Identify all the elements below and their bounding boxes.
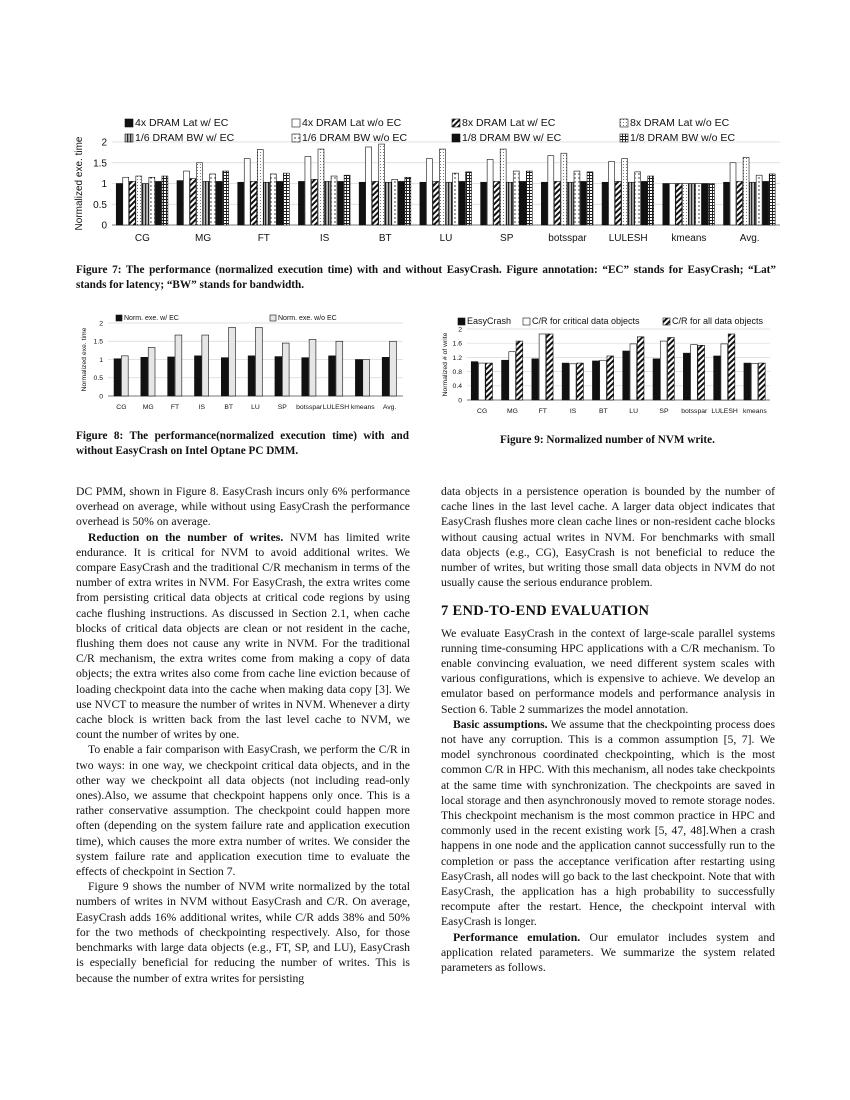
bar	[363, 360, 370, 397]
x-tick-label: SP	[659, 407, 669, 415]
legend-label: 8x DRAM Lat w/ EC	[462, 117, 556, 129]
paragraph-text: Figure 9 shows the number of NVM write normalized by the total numbers of writes in NVM without EasyCrash and C/R. On average, EasyCrash adds 16% additional writes, while C/R adds 38% and 50% for the two methods of checkpointing respectively. Also, for those benchmarks with large data objects (e.g., FT, SP, and LU), EasyCrash is especially beneficial for reducing the number of writes. This is because the number of extra writes for persisting	[76, 880, 410, 985]
bar	[609, 162, 615, 225]
bar	[344, 175, 350, 225]
x-tick-label: SP	[277, 403, 287, 411]
legend-label: Norm. exe. w/ EC	[124, 315, 179, 322]
bar	[298, 181, 304, 225]
bar	[513, 171, 519, 225]
bar	[607, 356, 614, 400]
bar	[190, 179, 196, 225]
bar	[446, 182, 452, 225]
figure-9-caption: Figure 9: Normalized number of NVM write.	[500, 434, 715, 446]
bar	[502, 360, 509, 400]
bar	[142, 184, 148, 226]
bar	[453, 173, 459, 225]
bar	[623, 351, 630, 400]
x-tick-label: LU	[629, 407, 639, 415]
bar	[277, 181, 283, 225]
y-tick-label: 1.5	[93, 158, 107, 170]
y-tick-label: 1.2	[452, 354, 462, 362]
legend-swatch	[458, 318, 465, 325]
bar	[385, 182, 391, 225]
bar	[282, 343, 289, 396]
paragraph	[441, 484, 775, 590]
x-tick-label: LULESH	[711, 407, 738, 415]
bar	[546, 334, 553, 400]
bar	[177, 181, 183, 225]
paragraph	[441, 717, 775, 930]
bar	[372, 181, 378, 225]
bar	[509, 352, 516, 400]
paragraph-text: NVM has limited write endurance. It is critical for NVM to avoid additional writes. We compare EasyCrash and the traditional C/R mechanism in terms of the number of extra writes in NVM. For EasyCrash, the extra writes come from persisting critical data objects at critical code regions by using cache flushing instructions. As discussed in Section 2.1, when cache blocks of critical data objects are clean or not resident in the cache, flushing them does not cause any write in NVM. For the traditional C/R mechanism, the extra writes come from making a copy of data objects; the extra writes also come from cache line eviction because of loading checkpoint data into the cache when making data copy [3]. We use NVCT to measure the number of writes in NVM. Whenever a dirty cache block is written back from the last level cache to NVM, we count the number of writes by one.	[76, 530, 410, 742]
bar	[708, 184, 714, 226]
bar	[721, 344, 728, 400]
bar	[270, 174, 276, 225]
bar	[691, 345, 698, 400]
bar	[737, 181, 743, 225]
bar	[602, 182, 608, 225]
x-tick-label: MG	[142, 403, 154, 411]
y-axis-label: Normalized # of write	[442, 332, 449, 397]
legend-label: 1/8 DRAM BW w/ EC	[462, 132, 562, 144]
bar	[439, 149, 445, 225]
x-tick-label: LULESH	[322, 403, 350, 411]
bar	[520, 181, 526, 225]
bar	[216, 181, 222, 225]
y-tick-label: 1	[99, 356, 103, 364]
bar	[548, 156, 554, 225]
bar	[630, 344, 637, 400]
y-tick-label: 0	[101, 220, 107, 232]
y-tick-label: 1.5	[93, 338, 103, 346]
bar	[466, 172, 472, 225]
paragraph-text: DC PMM, shown in Figure 8. EasyCrash incurs only 6% performance overhead on average, while without using EasyCrash the performance overhead is 50% on average.	[76, 485, 410, 529]
bar	[562, 363, 569, 400]
bar	[149, 177, 155, 225]
y-tick-label: 0.5	[93, 375, 103, 383]
bar	[663, 184, 669, 226]
legend-label: 4x DRAM Lat w/o EC	[302, 117, 402, 129]
x-tick-label: kmeans	[350, 403, 375, 411]
legend-label: 1/6 DRAM BW w/o EC	[302, 132, 408, 144]
legend-swatch	[523, 318, 530, 325]
bar	[311, 179, 317, 225]
bar	[433, 181, 439, 225]
x-tick-label: botsspar	[548, 233, 587, 244]
bar	[676, 184, 682, 226]
bar	[669, 184, 675, 226]
legend-swatch	[452, 119, 460, 127]
bar	[500, 149, 506, 225]
bar	[541, 182, 547, 225]
paragraph-text: We assume that the checkpointing process does not have any corruption. This is a common assumption [5, 7]. We model synchronous coordinated checkpointing, which is the most common C/R in HPC. With this mechanism, all nodes take checkpoints at the same time with synchronization. The checkpoints are saved in local storage and then asynchronously moved to remote storage nodes. This checkpoint mechanism is the most common practice in HPC and commonly used in the recent existing work [5, 47, 48].When a crash happens in one node and the application cannot successfully run to the completion or pass the acceptance verification after restarting using EasyCrash, all nodes will go back to the last checkpoint. Note that with EasyCrash, the application has a high probability to successfully recompute after the restart. Hence, the checkpoint interval with EasyCrash is longer.	[441, 717, 775, 929]
x-tick-label: SP	[500, 233, 514, 244]
bar	[507, 182, 513, 225]
bar	[203, 181, 209, 225]
bar	[763, 181, 769, 225]
bar	[116, 184, 122, 226]
bar	[121, 356, 128, 396]
figure-8-caption: Figure 8: The performance(normalized execution time) with and without EasyCrash on Intel Optane PC DMM.	[76, 430, 409, 457]
bar	[648, 176, 654, 225]
bar	[756, 175, 762, 225]
y-tick-label: 0.5	[93, 199, 107, 211]
bar	[743, 157, 749, 225]
y-tick-label: 2	[101, 137, 107, 149]
figure-9-chart	[440, 312, 775, 417]
bar	[539, 334, 546, 400]
bar	[123, 177, 129, 225]
bar	[577, 363, 584, 400]
section-heading: 7 END-TO-END EVALUATION	[441, 603, 650, 620]
legend-swatch	[292, 134, 300, 142]
bar	[359, 182, 365, 225]
x-tick-label: Avg.	[739, 233, 760, 244]
x-tick-label: kmeans	[742, 407, 767, 415]
bar	[331, 176, 337, 225]
legend-label: Norm. exe. w/o EC	[278, 315, 337, 322]
paragraph	[76, 742, 410, 879]
y-tick-label: 0	[458, 397, 462, 405]
legend-swatch	[116, 315, 122, 321]
paragraph	[76, 484, 410, 530]
paragraph	[76, 530, 410, 743]
bar	[635, 172, 641, 225]
x-tick-label: CG	[134, 233, 150, 244]
bar	[148, 347, 155, 396]
bar	[325, 181, 331, 225]
bar	[683, 353, 690, 400]
bar	[689, 184, 695, 226]
bar	[682, 184, 688, 226]
bar	[532, 359, 539, 400]
x-tick-label: CG	[116, 403, 127, 411]
bar	[136, 176, 142, 225]
paragraph-lead: Reduction on the number of writes.	[88, 530, 284, 544]
x-tick-label: Avg.	[382, 403, 397, 411]
figure-7-chart	[70, 112, 782, 252]
bar	[769, 174, 775, 225]
bar	[587, 172, 593, 225]
bar	[392, 179, 398, 225]
x-tick-label: IS	[198, 403, 206, 411]
bar	[479, 363, 486, 400]
bar	[426, 159, 432, 225]
bar	[615, 181, 621, 225]
bar	[318, 149, 324, 225]
bar	[382, 357, 389, 396]
bar	[486, 363, 493, 400]
paragraph-text: We evaluate EasyCrash in the context of large-scale parallel systems running time-consuming HPC applications with a C/R mechanism. To enable convincing evaluation, we need different system scales with various configurations, which is expensive to achieve. We develop an emulator based on performance models and performance analysis in Section 6. Table 2 summarizes the model annotation.	[441, 626, 775, 716]
x-tick-label: botsspar	[296, 403, 323, 411]
y-axis-label: Normalized exe. time	[81, 327, 88, 392]
bar	[305, 157, 311, 225]
bar	[202, 335, 209, 396]
bar	[175, 335, 182, 396]
x-tick-label: FT	[170, 403, 180, 411]
bar	[714, 356, 721, 400]
bar	[114, 359, 121, 396]
bar	[516, 341, 523, 400]
bar	[622, 159, 628, 225]
bar	[487, 159, 493, 225]
bar	[283, 173, 289, 225]
bar	[653, 359, 660, 400]
bar	[210, 174, 216, 225]
bar	[338, 181, 344, 225]
legend-swatch	[125, 134, 133, 142]
bar	[698, 345, 705, 400]
legend-swatch	[125, 119, 133, 127]
legend-swatch	[663, 318, 670, 325]
bar	[197, 163, 203, 225]
bar	[592, 361, 599, 400]
bar	[244, 159, 250, 225]
paragraph-text: data objects in a persistence operation is bounded by the number of cache lines in the last level cache. A larger data object indicates that EasyCrash flushes more clean cache lines or non-resident cache blocks without causing actual writes in NVM. For benchmarks with small data objects (e.g., CG), EasyCrash is not beneficial to reduce the number of writes, but writing those small data objects in NVM do not usually cause the serious endurance problem.	[441, 485, 775, 590]
paragraph-lead: Basic assumptions.	[453, 717, 548, 731]
paragraph	[76, 879, 410, 985]
bar	[628, 182, 634, 225]
bar	[129, 181, 135, 225]
bar	[355, 360, 362, 397]
bar	[275, 357, 282, 396]
bar	[526, 171, 532, 225]
bar	[379, 144, 385, 225]
legend-label: C/R for all data objects	[672, 316, 764, 326]
bar	[223, 171, 229, 225]
x-tick-label: IS	[569, 407, 577, 415]
legend-label: 1/6 DRAM BW w/ EC	[135, 132, 235, 144]
x-tick-label: MG	[506, 407, 518, 415]
x-tick-label: FT	[257, 233, 270, 244]
paragraph	[441, 930, 775, 976]
legend-label: 1/8 DRAM BW w/o EC	[630, 132, 736, 144]
legend-swatch	[292, 119, 300, 127]
bar	[238, 182, 244, 225]
bar	[724, 182, 730, 225]
paragraph-lead: Performance emulation.	[453, 930, 581, 944]
bar	[641, 181, 647, 225]
body-column-right	[441, 484, 775, 975]
bar	[581, 181, 587, 225]
bar	[309, 339, 316, 396]
x-tick-label: BT	[378, 233, 392, 244]
bar	[390, 341, 397, 396]
figure-7-caption: Figure 7: The performance (normalized execution time) with and without EasyCrash. Figure annotation: “EC” stands for EasyCrash; “Lat” stands for latency; “BW” stands for bandwidth.	[76, 264, 776, 291]
bar	[569, 364, 576, 400]
bar	[459, 181, 465, 225]
bar	[420, 182, 426, 225]
bar	[668, 338, 675, 400]
bar	[554, 181, 560, 225]
bar	[751, 363, 758, 400]
bar	[695, 184, 701, 226]
legend-swatch	[452, 134, 460, 142]
bar	[398, 181, 404, 225]
y-tick-label: 2	[99, 320, 103, 328]
bar	[251, 181, 257, 225]
bar	[248, 356, 255, 396]
x-tick-label: LULESH	[608, 233, 648, 244]
x-tick-label: MG	[195, 233, 212, 244]
bar	[302, 358, 309, 396]
bar	[155, 181, 161, 225]
figure-8-chart	[78, 312, 408, 412]
bar	[184, 171, 190, 225]
y-tick-label: 0.4	[452, 383, 462, 391]
bar	[168, 357, 175, 396]
legend-label: 4x DRAM Lat w/ EC	[135, 117, 229, 129]
y-tick-label: 0.8	[452, 368, 462, 376]
paragraph-text: To enable a fair comparison with EasyCrash, we perform the C/R in two ways: in one way, we checkpoint critical data objects, and in the other way we checkpoint all data objects (not including read-only ones).Also, we assume that checkpoint happens only once. This is a rather conservative assumption. The checkpoint could happen more often (depending on the system failure rate and application execution time), which causes the more extra number of writes. We consider the system failure rate and application execution time to evaluate the effects of checkpoint in Section 7.	[76, 743, 410, 879]
bar	[256, 327, 263, 396]
bar	[574, 171, 580, 225]
bar	[141, 357, 148, 396]
x-tick-label: BT	[599, 407, 608, 415]
bar	[162, 176, 168, 225]
paragraph-text: Our emulator includes system and application related parameters. We summarize the system related parameters as follows.	[441, 930, 776, 975]
bar	[336, 341, 343, 396]
bar	[561, 153, 567, 225]
x-tick-label: CG	[477, 407, 488, 415]
x-tick-label: BT	[224, 403, 234, 411]
bar	[702, 184, 708, 226]
legend-label: EasyCrash	[467, 316, 512, 326]
legend-swatch	[270, 315, 276, 321]
y-tick-label: 2	[458, 326, 462, 334]
bar	[471, 362, 478, 400]
x-tick-label: kmeans	[671, 233, 707, 244]
bar	[221, 358, 228, 396]
x-tick-label: IS	[319, 233, 330, 244]
legend-label: C/R for critical data objects	[532, 316, 640, 326]
paragraph	[441, 626, 775, 717]
x-tick-label: LU	[439, 233, 453, 244]
x-tick-label: botsspar	[681, 407, 708, 415]
bar	[481, 182, 487, 225]
bar	[264, 182, 270, 225]
bar	[329, 356, 336, 396]
y-tick-label: 1	[101, 179, 107, 190]
bar	[728, 334, 735, 400]
legend-swatch	[620, 134, 628, 142]
legend-label: 8x DRAM Lat w/o EC	[630, 117, 730, 129]
bar	[750, 182, 756, 225]
bar	[600, 360, 607, 400]
x-tick-label: FT	[538, 407, 547, 415]
bar	[744, 363, 751, 400]
y-tick-label: 0	[99, 393, 103, 401]
x-tick-label: LU	[251, 403, 260, 411]
bar	[730, 163, 736, 225]
bar	[567, 182, 573, 225]
bar	[660, 341, 667, 400]
y-axis-label: Normalized exe. time	[74, 136, 85, 231]
bar	[194, 356, 201, 396]
legend-swatch	[620, 119, 628, 127]
bar	[229, 327, 236, 396]
y-tick-label: 1.6	[452, 340, 462, 348]
bar	[366, 147, 372, 225]
bar	[405, 177, 411, 225]
bar	[637, 337, 644, 400]
bar	[494, 181, 500, 225]
bar	[758, 363, 765, 400]
body-column-left	[76, 484, 410, 986]
bar	[257, 149, 263, 225]
